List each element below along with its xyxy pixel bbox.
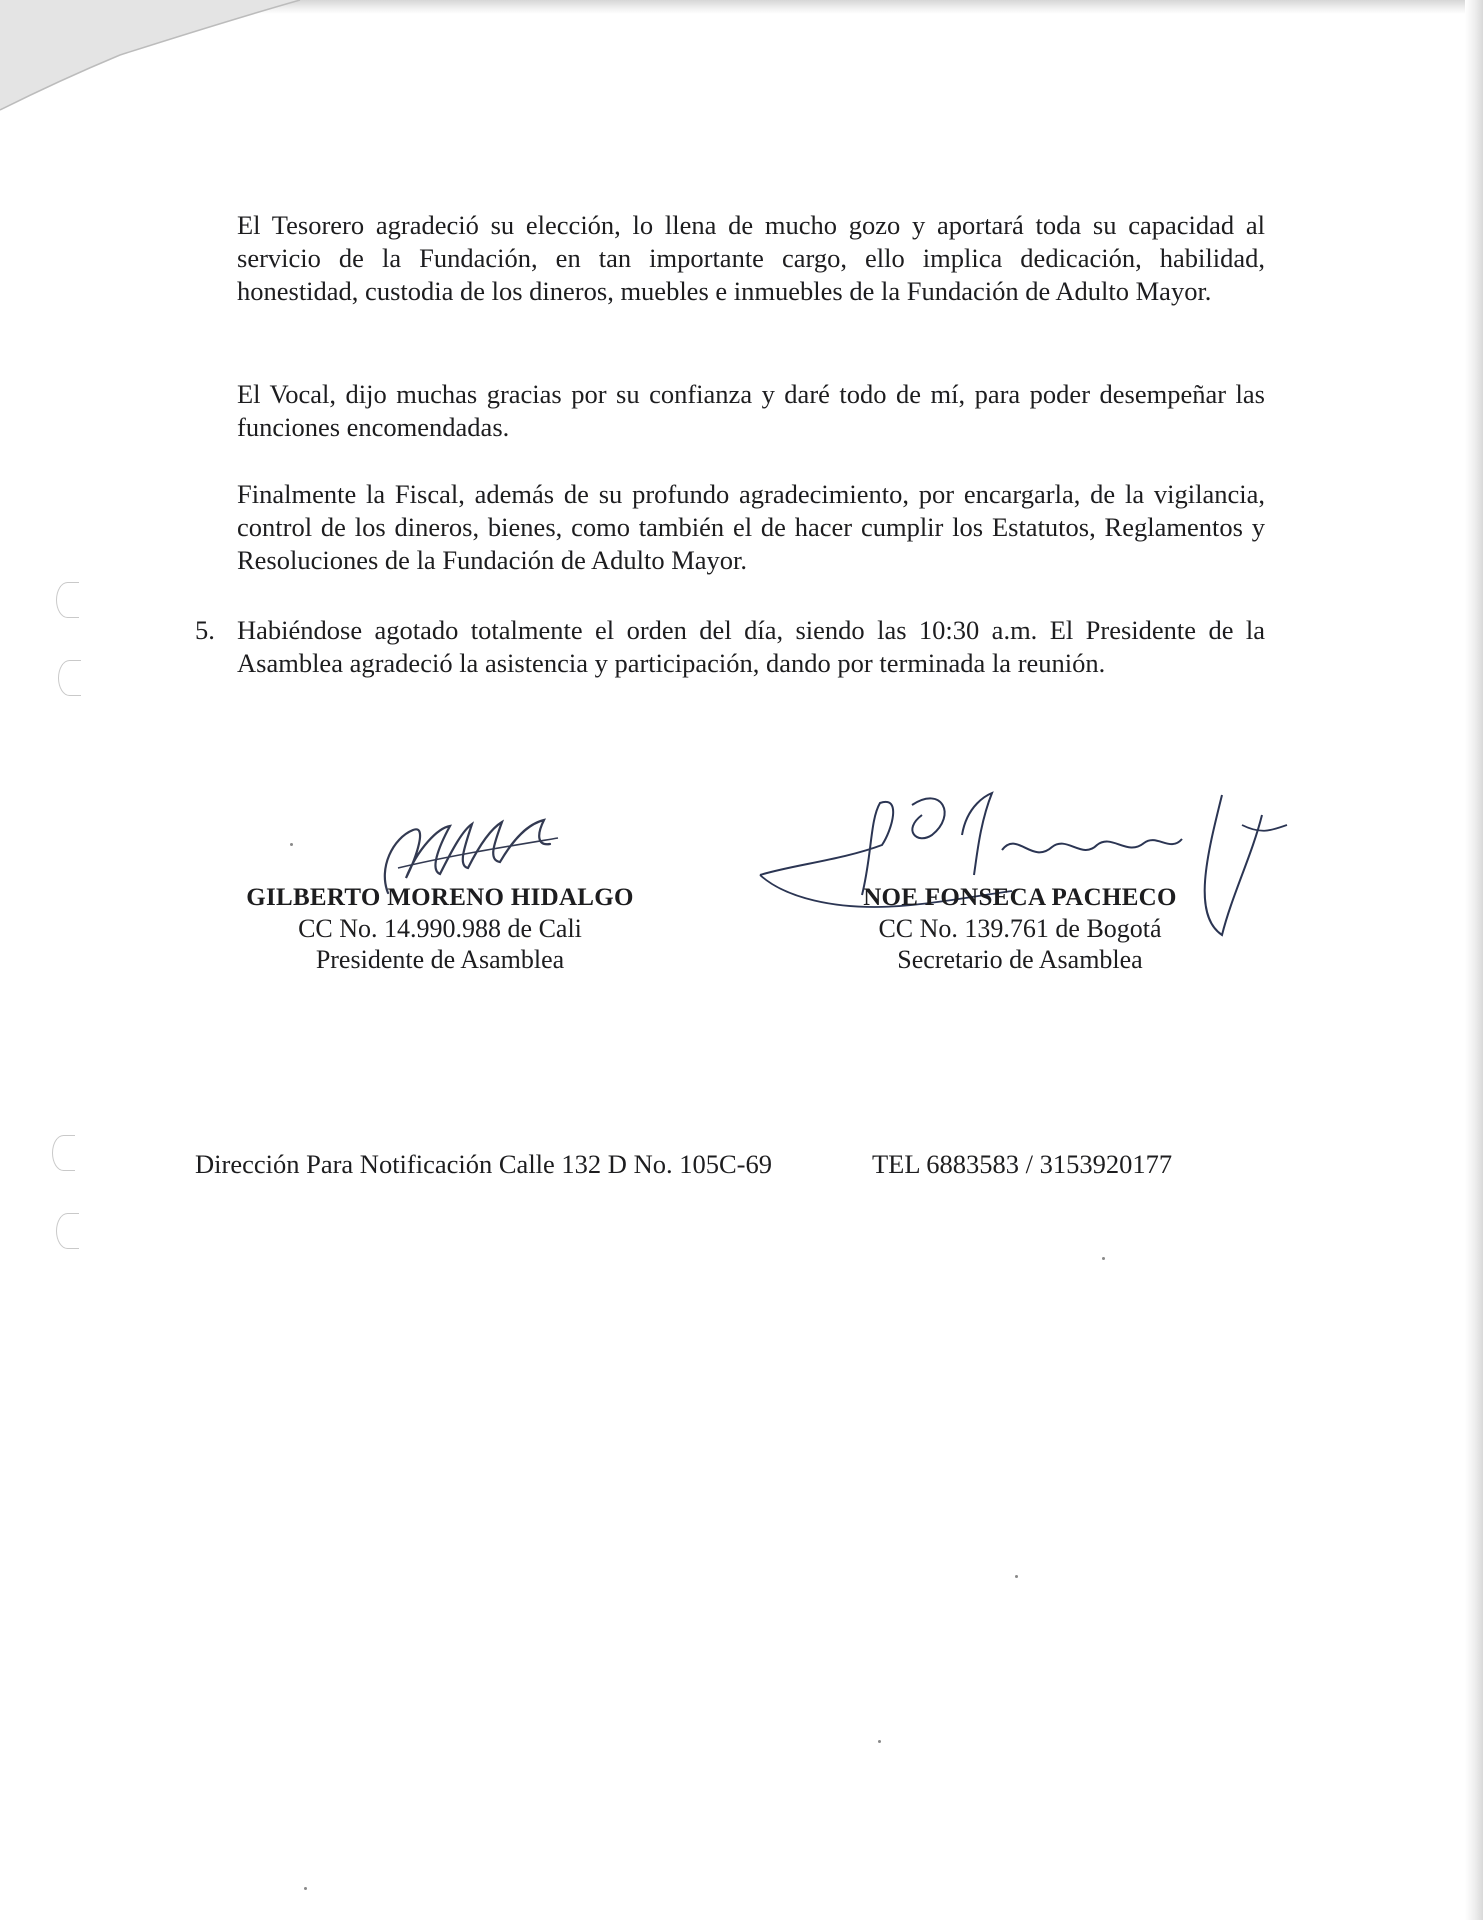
secretary-role: Secretario de Asamblea [897, 945, 1143, 974]
secretary-name: NOE FONSECA PACHECO [863, 884, 1177, 911]
secretary-id: CC No. 139.761 de Bogotá [878, 914, 1162, 943]
scan-speck [1015, 1575, 1018, 1578]
punch-hole-mark [52, 1135, 75, 1171]
president-id: CC No. 14.990.988 de Cali [298, 914, 582, 943]
punch-hole-mark [56, 582, 79, 618]
president-name: GILBERTO MORENO HIDALGO [246, 884, 634, 911]
president-signature-block [220, 882, 660, 975]
paragraph-vocal: El Vocal, dijo muchas gracias por su confianza y daré todo de mí, para poder desempeñar las funciones encomendadas. [237, 379, 1265, 442]
folded-corner-shadow [0, 0, 320, 120]
paragraph-tesorero: El Tesorero agradeció su elección, lo llena de mucho gozo y aportará toda su capacidad al servicio de la Fundación, en tan importante cargo, ello implica dedicación, habilidad, honestidad, custodia de los dineros, muebles e inmuebles de la Fundación de Adulto Mayor. [237, 210, 1265, 306]
scan-speck [304, 1887, 307, 1890]
scan-speck [290, 843, 293, 846]
list-item-number: 5. [195, 615, 215, 645]
scan-right-edge [1465, 0, 1483, 1920]
scan-speck [878, 1740, 881, 1743]
punch-hole-mark [58, 660, 81, 696]
secretary-signature-block [820, 882, 1220, 975]
notification-address: Dirección Para Notificación Calle 132 D No. 105C-69 [195, 1149, 772, 1179]
scan-speck [1102, 1257, 1105, 1260]
paragraph-fiscal: Finalmente la Fiscal, además de su profundo agradecimiento, por encargarla, de la vigilancia, control de los dineros, bienes, como también el de hacer cumplir los Estatutos, Reglamentos y Resoluciones de la Fundación de Adulto Mayor. [237, 479, 1265, 575]
contact-phone: TEL 6883583 / 3153920177 [872, 1149, 1173, 1179]
punch-hole-mark [56, 1213, 79, 1249]
president-role: Presidente de Asamblea [315, 945, 565, 974]
paragraph-closing: Habiéndose agotado totalmente el orden del día, siendo las 10:30 a.m. El Presidente de la Asamblea agradeció la asistencia y participación, dando por terminada la reunión. [237, 615, 1265, 678]
